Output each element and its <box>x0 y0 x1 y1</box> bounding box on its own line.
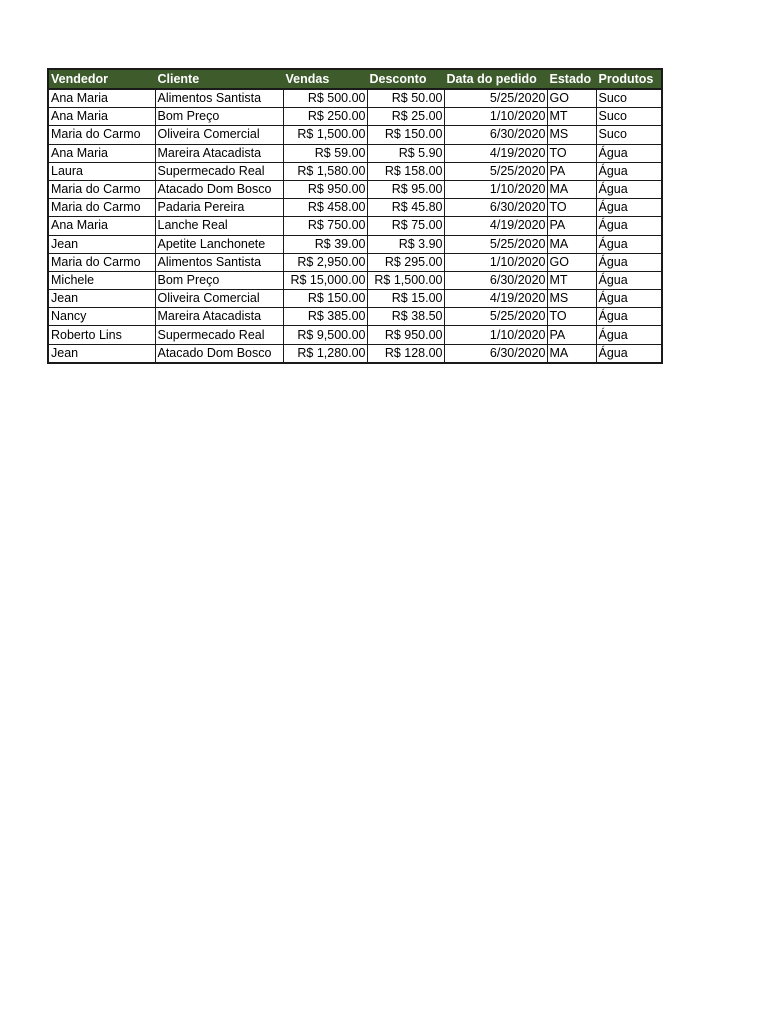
cell-vendas[interactable]: R$ 9,500.00 <box>283 326 367 344</box>
cell-vendedor[interactable]: Ana Maria <box>48 108 155 126</box>
cell-vendas[interactable]: R$ 750.00 <box>283 217 367 235</box>
table-row <box>48 199 662 217</box>
cell-estado[interactable]: GO <box>547 253 596 271</box>
cell-produtos[interactable]: Água <box>596 217 662 235</box>
header-data-do-pedido: Data do pedido <box>444 69 547 89</box>
cell-desconto[interactable]: R$ 128.00 <box>367 344 444 363</box>
cell-vendedor[interactable]: Ana Maria <box>48 89 155 108</box>
cell-data-do-pedido[interactable]: 4/19/2020 <box>444 290 547 308</box>
cell-cliente[interactable]: Apetite Lanchonete <box>155 235 283 253</box>
cell-desconto[interactable]: R$ 150.00 <box>367 126 444 144</box>
cell-vendas[interactable]: R$ 1,500.00 <box>283 126 367 144</box>
table-row <box>48 344 662 363</box>
cell-produtos[interactable]: Água <box>596 326 662 344</box>
cell-produtos[interactable]: Água <box>596 308 662 326</box>
table-row <box>48 235 662 253</box>
cell-estado[interactable]: TO <box>547 199 596 217</box>
cell-vendas[interactable]: R$ 500.00 <box>283 89 367 108</box>
cell-estado[interactable]: TO <box>547 308 596 326</box>
cell-desconto[interactable]: R$ 5.90 <box>367 144 444 162</box>
cell-estado[interactable]: MT <box>547 271 596 289</box>
cell-data-do-pedido[interactable]: 4/19/2020 <box>444 217 547 235</box>
cell-produtos[interactable]: Água <box>596 180 662 198</box>
table-row <box>48 271 662 289</box>
cell-data-do-pedido[interactable]: 6/30/2020 <box>444 199 547 217</box>
table-row <box>48 290 662 308</box>
cell-data-do-pedido[interactable]: 5/25/2020 <box>444 162 547 180</box>
cell-cliente[interactable]: Atacado Dom Bosco <box>155 180 283 198</box>
cell-vendas[interactable]: R$ 950.00 <box>283 180 367 198</box>
cell-desconto[interactable]: R$ 38.50 <box>367 308 444 326</box>
cell-produtos[interactable]: Água <box>596 235 662 253</box>
cell-estado[interactable]: PA <box>547 162 596 180</box>
cell-vendas[interactable]: R$ 1,580.00 <box>283 162 367 180</box>
cell-vendedor[interactable]: Maria do Carmo <box>48 199 155 217</box>
cell-estado[interactable]: MS <box>547 126 596 144</box>
cell-vendas[interactable]: R$ 2,950.00 <box>283 253 367 271</box>
cell-cliente[interactable]: Alimentos Santista <box>155 253 283 271</box>
cell-cliente[interactable]: Oliveira Comercial <box>155 290 283 308</box>
cell-estado[interactable]: MA <box>547 235 596 253</box>
cell-vendedor[interactable]: Roberto Lins <box>48 326 155 344</box>
table-row <box>48 180 662 198</box>
cell-produtos[interactable]: Água <box>596 144 662 162</box>
cell-estado[interactable]: MT <box>547 108 596 126</box>
cell-vendedor[interactable]: Michele <box>48 271 155 289</box>
header-cliente: Cliente <box>155 69 283 89</box>
cell-estado[interactable]: PA <box>547 217 596 235</box>
header-vendas: Vendas <box>283 69 367 89</box>
cell-produtos[interactable]: Água <box>596 290 662 308</box>
cell-cliente[interactable]: Bom Preço <box>155 108 283 126</box>
cell-vendedor[interactable]: Jean <box>48 344 155 363</box>
cell-data-do-pedido[interactable]: 6/30/2020 <box>444 126 547 144</box>
cell-vendas[interactable]: R$ 458.00 <box>283 199 367 217</box>
cell-estado[interactable]: MA <box>547 180 596 198</box>
cell-data-do-pedido[interactable]: 1/10/2020 <box>444 180 547 198</box>
table-row <box>48 89 662 108</box>
cell-vendedor[interactable]: Maria do Carmo <box>48 126 155 144</box>
cell-vendedor[interactable]: Laura <box>48 162 155 180</box>
cell-vendedor[interactable]: Nancy <box>48 308 155 326</box>
cell-estado[interactable]: MS <box>547 290 596 308</box>
cell-produtos[interactable]: Suco <box>596 108 662 126</box>
cell-desconto[interactable]: R$ 25.00 <box>367 108 444 126</box>
cell-cliente[interactable]: Atacado Dom Bosco <box>155 344 283 363</box>
sales-table <box>47 68 663 364</box>
cell-data-do-pedido[interactable]: 6/30/2020 <box>444 344 547 363</box>
cell-desconto[interactable]: R$ 1,500.00 <box>367 271 444 289</box>
table-row <box>48 162 662 180</box>
cell-data-do-pedido[interactable]: 4/19/2020 <box>444 144 547 162</box>
table-row <box>48 217 662 235</box>
cell-desconto[interactable]: R$ 45.80 <box>367 199 444 217</box>
cell-cliente[interactable]: Mareira Atacadista <box>155 144 283 162</box>
cell-cliente[interactable]: Oliveira Comercial <box>155 126 283 144</box>
cell-produtos[interactable]: Suco <box>596 126 662 144</box>
cell-produtos[interactable]: Água <box>596 162 662 180</box>
table-row <box>48 144 662 162</box>
cell-desconto[interactable]: R$ 158.00 <box>367 162 444 180</box>
cell-vendas[interactable]: R$ 59.00 <box>283 144 367 162</box>
header-estado: Estado <box>547 69 596 89</box>
cell-vendedor[interactable]: Ana Maria <box>48 144 155 162</box>
table-row <box>48 126 662 144</box>
table-row <box>48 253 662 271</box>
cell-desconto[interactable]: R$ 295.00 <box>367 253 444 271</box>
cell-estado[interactable]: PA <box>547 326 596 344</box>
table-row <box>48 326 662 344</box>
cell-data-do-pedido[interactable]: 5/25/2020 <box>444 89 547 108</box>
cell-data-do-pedido[interactable]: 1/10/2020 <box>444 253 547 271</box>
cell-vendas[interactable]: R$ 150.00 <box>283 290 367 308</box>
cell-cliente[interactable]: Alimentos Santista <box>155 89 283 108</box>
cell-produtos[interactable]: Água <box>596 253 662 271</box>
cell-cliente[interactable]: Supermecado Real <box>155 162 283 180</box>
cell-produtos[interactable]: Suco <box>596 89 662 108</box>
cell-desconto[interactable]: R$ 50.00 <box>367 89 444 108</box>
table-row <box>48 108 662 126</box>
cell-vendas[interactable]: R$ 1,280.00 <box>283 344 367 363</box>
cell-produtos[interactable]: Água <box>596 199 662 217</box>
cell-cliente[interactable]: Supermecado Real <box>155 326 283 344</box>
cell-data-do-pedido[interactable]: 6/30/2020 <box>444 271 547 289</box>
header-row <box>48 69 662 89</box>
cell-cliente[interactable]: Lanche Real <box>155 217 283 235</box>
cell-cliente[interactable]: Mareira Atacadista <box>155 308 283 326</box>
cell-data-do-pedido[interactable]: 5/25/2020 <box>444 308 547 326</box>
cell-vendedor[interactable]: Ana Maria <box>48 217 155 235</box>
cell-data-do-pedido[interactable]: 1/10/2020 <box>444 326 547 344</box>
cell-vendas[interactable]: R$ 39.00 <box>283 235 367 253</box>
cell-data-do-pedido[interactable]: 1/10/2020 <box>444 108 547 126</box>
cell-estado[interactable]: TO <box>547 144 596 162</box>
spreadsheet-page <box>47 68 663 364</box>
header-produtos: Produtos <box>596 69 662 89</box>
cell-estado[interactable]: MA <box>547 344 596 363</box>
cell-desconto[interactable]: R$ 75.00 <box>367 217 444 235</box>
cell-produtos[interactable]: Água <box>596 344 662 363</box>
cell-cliente[interactable]: Padaria Pereira <box>155 199 283 217</box>
cell-vendas[interactable]: R$ 250.00 <box>283 108 367 126</box>
cell-desconto[interactable]: R$ 950.00 <box>367 326 444 344</box>
cell-vendas[interactable]: R$ 15,000.00 <box>283 271 367 289</box>
cell-desconto[interactable]: R$ 15.00 <box>367 290 444 308</box>
cell-produtos[interactable]: Água <box>596 271 662 289</box>
table-body <box>48 89 662 363</box>
cell-data-do-pedido[interactable]: 5/25/2020 <box>444 235 547 253</box>
cell-desconto[interactable]: R$ 95.00 <box>367 180 444 198</box>
header-vendedor: Vendedor <box>48 69 155 89</box>
cell-estado[interactable]: GO <box>547 89 596 108</box>
cell-vendedor[interactable]: Maria do Carmo <box>48 253 155 271</box>
cell-vendedor[interactable]: Jean <box>48 290 155 308</box>
cell-cliente[interactable]: Bom Preço <box>155 271 283 289</box>
cell-vendedor[interactable]: Jean <box>48 235 155 253</box>
table-row <box>48 308 662 326</box>
cell-desconto[interactable]: R$ 3.90 <box>367 235 444 253</box>
cell-vendedor[interactable]: Maria do Carmo <box>48 180 155 198</box>
cell-vendas[interactable]: R$ 385.00 <box>283 308 367 326</box>
header-desconto: Desconto <box>367 69 444 89</box>
